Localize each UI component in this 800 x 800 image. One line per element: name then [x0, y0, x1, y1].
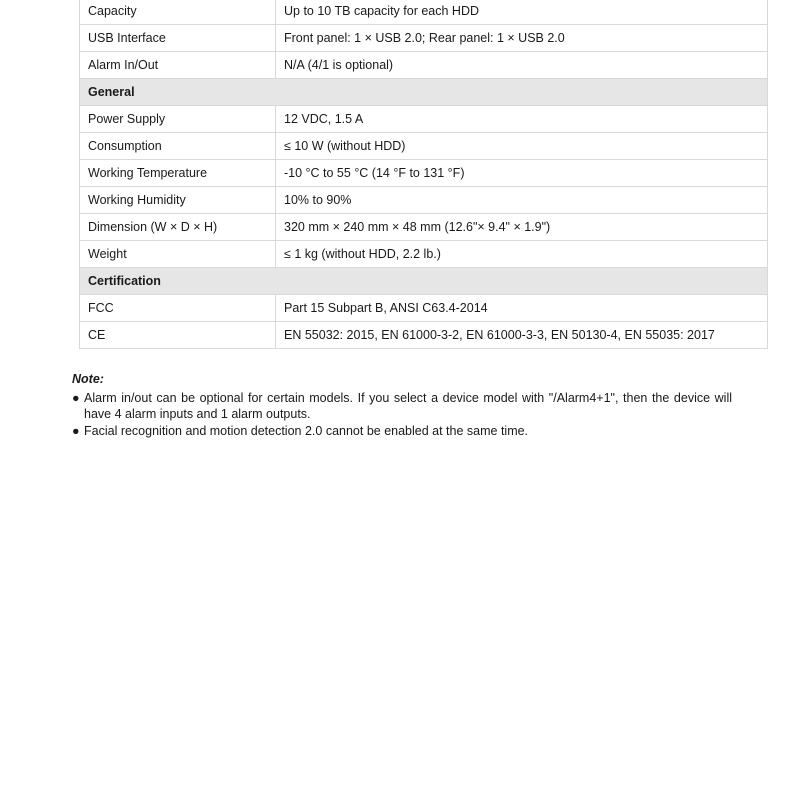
spec-value: 10% to 90% [276, 187, 768, 214]
spec-label: USB Interface [80, 25, 276, 52]
spec-label: CE [80, 322, 276, 349]
section-header-row [80, 79, 768, 106]
spec-value: N/A (4/1 is optional) [276, 52, 768, 79]
spec-label: Dimension (W × D × H) [80, 214, 276, 241]
spec-label: Weight [80, 241, 276, 268]
section-title: Certification [80, 268, 768, 295]
spec-label: Power Supply [80, 106, 276, 133]
note-title: Note: [72, 372, 104, 386]
spec-value: Front panel: 1 × USB 2.0; Rear panel: 1 × USB 2.0 [276, 25, 768, 52]
table-row [80, 0, 768, 25]
spec-value: -10 °C to 55 °C (14 °F to 131 °F) [276, 160, 768, 187]
spec-value: Up to 10 TB capacity for each HDD [276, 0, 768, 25]
table-row [80, 214, 768, 241]
spec-label: Consumption [80, 133, 276, 160]
table-row [80, 25, 768, 52]
note-item [72, 423, 732, 440]
spec-value: EN 55032: 2015, EN 61000-3-2, EN 61000-3-3, EN 50130-4, EN 55035: 2017 [276, 322, 768, 349]
table-row [80, 241, 768, 268]
table-row [80, 133, 768, 160]
bullet-icon: ● [72, 423, 80, 438]
spec-label: FCC [80, 295, 276, 322]
spec-label: Alarm In/Out [80, 52, 276, 79]
spec-table [79, 0, 768, 349]
spec-value: ≤ 1 kg (without HDD, 2.2 lb.) [276, 241, 768, 268]
note-item-text: Facial recognition and motion detection 2.0 cannot be enabled at the same time. [84, 423, 529, 438]
table-row [80, 160, 768, 187]
table-row [80, 52, 768, 79]
spec-value: 320 mm × 240 mm × 48 mm (12.6"× 9.4" × 1.9") [276, 214, 768, 241]
spec-value: ≤ 10 W (without HDD) [276, 133, 768, 160]
spec-label: Working Temperature [80, 160, 276, 187]
section-header-row [80, 268, 768, 295]
note-block [72, 371, 732, 439]
note-list [72, 390, 732, 440]
spec-label: Working Humidity [80, 187, 276, 214]
table-row [80, 106, 768, 133]
note-item [72, 390, 732, 423]
spec-value: Part 15 Subpart B, ANSI C63.4-2014 [276, 295, 768, 322]
table-row [80, 295, 768, 322]
table-row [80, 187, 768, 214]
bullet-icon: ● [72, 390, 80, 405]
note-item-text: Alarm in/out can be optional for certain models. If you select a device model with "/Alarm4+1", then the device will have 4 alarm inputs and 1 alarm outputs. [84, 390, 732, 421]
spec-value: 12 VDC, 1.5 A [276, 106, 768, 133]
table-row [80, 322, 768, 349]
section-title: General [80, 79, 768, 106]
spec-label: Capacity [80, 0, 276, 25]
